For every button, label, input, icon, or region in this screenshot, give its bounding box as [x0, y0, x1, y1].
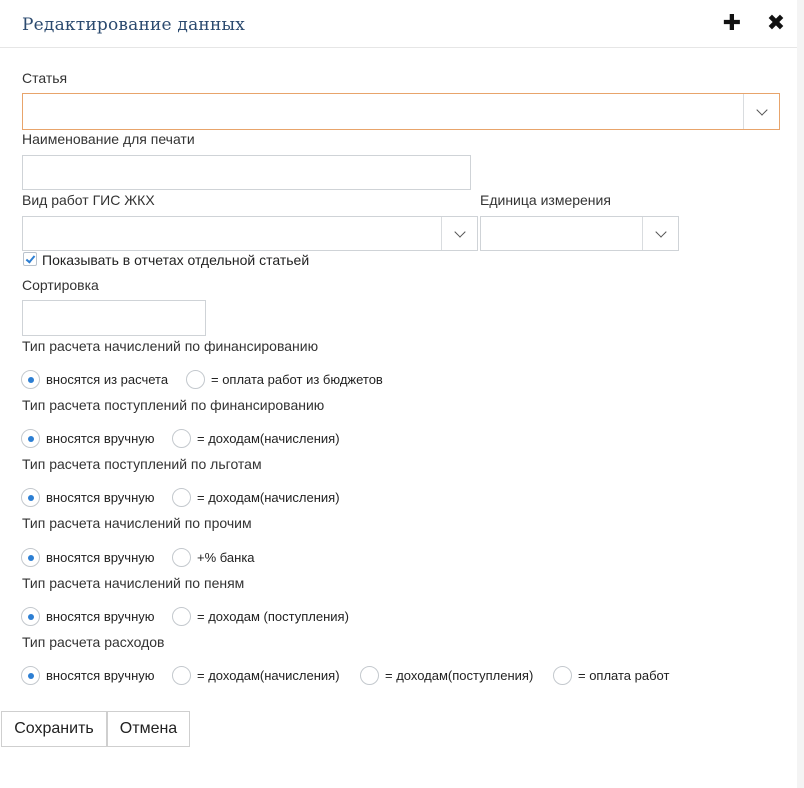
print-name-input[interactable] [22, 155, 471, 190]
gis-work-type-select[interactable] [22, 216, 478, 251]
radio-option-label: = оплата работ из бюджетов [211, 372, 383, 387]
chevron-down-icon [655, 226, 666, 237]
gis-work-type-dropdown-toggle[interactable] [441, 217, 477, 250]
radio-option-label: вносятся вручную [46, 431, 155, 446]
checkmark-icon [26, 253, 36, 263]
dialog-header [0, 4, 797, 48]
chevron-down-icon [756, 104, 767, 115]
radio-button[interactable] [21, 488, 40, 507]
radio-button[interactable] [21, 666, 40, 685]
radio-group-label: Тип расчета начислений по финансированию [22, 338, 319, 354]
radio-option-label: = доходам(начисления) [197, 431, 340, 446]
print-name-label: Наименование для печати [22, 131, 195, 147]
radio-option-label: = доходам (поступления) [197, 609, 349, 624]
radio-option-label: вносятся из расчета [46, 372, 169, 387]
radio-group-label: Тип расчета поступлений по финансированию [22, 397, 325, 413]
radio-group-label: Тип расчета поступлений по льготам [22, 456, 262, 472]
radio-button[interactable] [360, 666, 379, 685]
radio-group-label: Тип расчета расходов [22, 634, 165, 650]
radio-button[interactable] [21, 607, 40, 626]
background-page-strip [796, 0, 804, 788]
show-separately-label: Показывать в отчетах отдельной статьей [42, 252, 310, 268]
radio-group-label: Тип расчета начислений по пеням [22, 575, 245, 591]
chevron-down-icon [454, 226, 465, 237]
radio-option-label: вносятся вручную [46, 668, 155, 683]
radio-button[interactable] [21, 429, 40, 448]
radio-option-label: = доходам(поступления) [385, 668, 534, 683]
radio-option-label: вносятся вручную [46, 550, 155, 565]
article-select[interactable] [22, 93, 780, 130]
plus-icon[interactable]: ✚ [722, 11, 742, 36]
gis-work-type-label: Вид работ ГИС ЖКХ [22, 192, 155, 208]
close-icon[interactable]: ✖ [766, 11, 786, 36]
radio-option-label: = оплата работ [578, 668, 670, 683]
radio-option-label: +% банка [197, 550, 255, 565]
radio-group-label: Тип расчета начислений по прочим [22, 515, 252, 531]
radio-option-label: = доходам(начисления) [197, 668, 340, 683]
unit-select[interactable] [480, 216, 679, 251]
cancel-button[interactable]: Отмена [107, 711, 190, 747]
unit-label: Единица измерения [480, 192, 611, 208]
radio-button[interactable] [553, 666, 572, 685]
article-label: Статья [22, 70, 68, 86]
radio-button[interactable] [172, 429, 191, 448]
radio-button[interactable] [172, 488, 191, 507]
radio-button[interactable] [21, 548, 40, 567]
radio-button[interactable] [172, 666, 191, 685]
show-separately-checkbox[interactable] [23, 252, 37, 266]
save-button[interactable]: Сохранить [1, 711, 107, 747]
article-dropdown-toggle[interactable] [743, 94, 779, 129]
radio-option-label: вносятся вручную [46, 609, 155, 624]
sort-label: Сортировка [22, 277, 99, 293]
radio-button[interactable] [21, 370, 40, 389]
radio-button[interactable] [172, 548, 191, 567]
radio-button[interactable] [186, 370, 205, 389]
radio-option-label: вносятся вручную [46, 490, 155, 505]
dialog-title: Редактирование данных [22, 15, 245, 35]
radio-option-label: = доходам(начисления) [197, 490, 340, 505]
radio-button[interactable] [172, 607, 191, 626]
unit-dropdown-toggle[interactable] [642, 217, 678, 250]
sort-input[interactable] [22, 300, 206, 336]
